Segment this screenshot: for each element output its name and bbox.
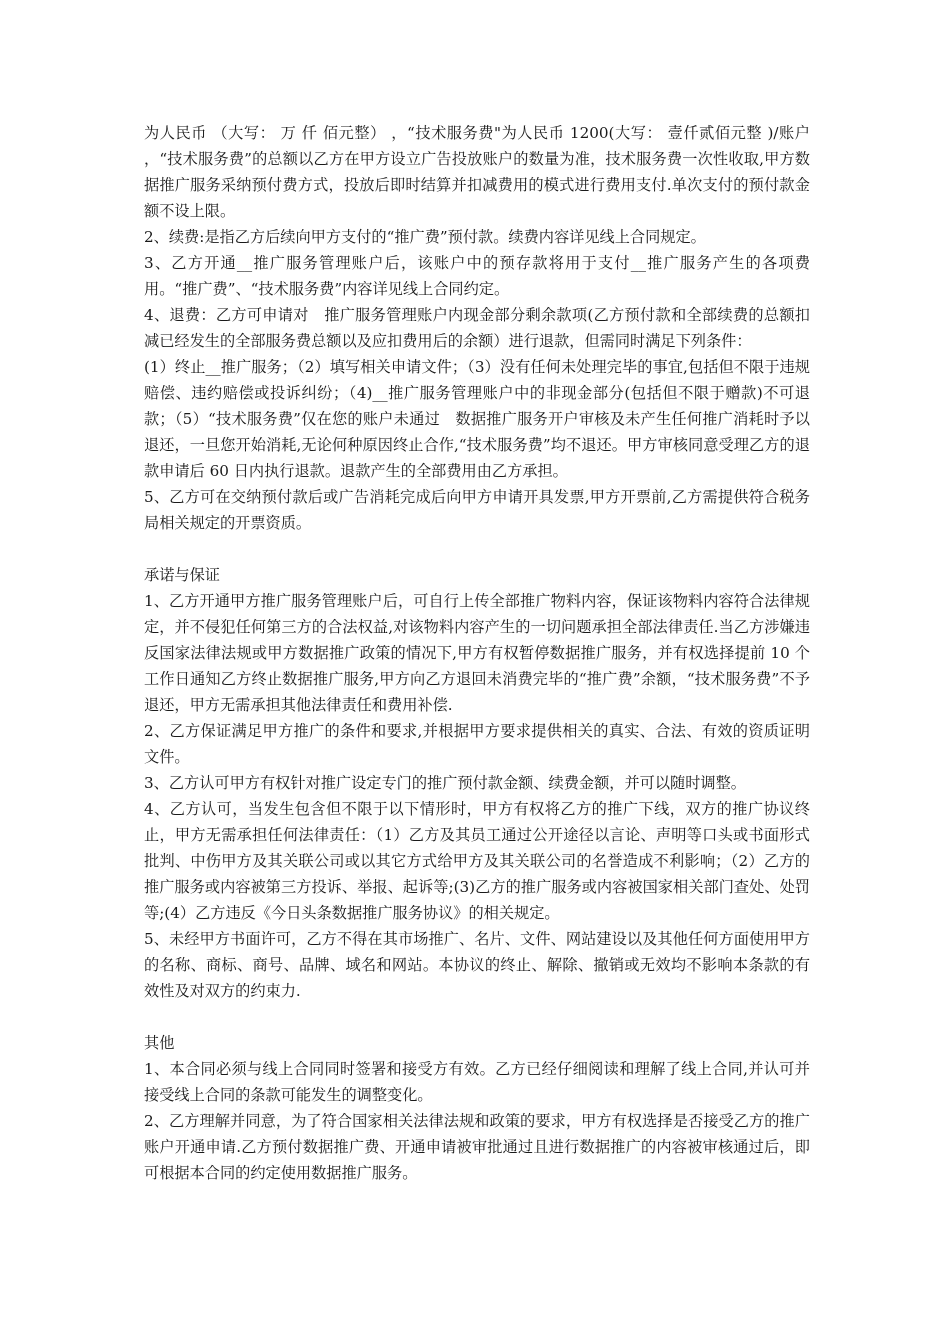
promise-paragraph-1: 1、乙方开通甲方推广服务管理账户后，可自行上传全部推广物料内容，保证该物料内容符合法律规定，并不侵犯任何第三方的合法权益,对该物料内容产生的一切问题承担全部法律责任.当乙方涉嫌违反国家法律法规或甲方数据推广政策的情况下,甲方有权暂停数据推广服务，并有权选择提前 10 个工作日通知乙方终止数据推广服务,甲方向乙方退回未消费完毕的“推广费”余额，“技术服务费”不予退还，甲方无需承担其他法律责任和费用补偿. xyxy=(144,592,810,714)
fees-paragraph-refund-conditions: (1）终止__推广服务；（2）填写相关申请文件；（3）没有任何未处理完毕的事宜,包括但不限于违规赔偿、违约赔偿或投诉纠纷；（4)__推广服务管理账户中的非现金部分(包括但不限于赠款)不可退款；（5）“技术服务费”仅在您的账户未通过 数据推广服务开户审核及未产生任何推广消耗时予以退还，一旦您开始消耗,无论何种原因终止合作,“技术服务费”均不退还。甲方审核同意受理乙方的退款申请后 60 日内执行退款。退款产生的全部费用由乙方承担。 xyxy=(144,358,810,480)
fees-paragraph-account: 3、乙方开通__推广服务管理账户后，该账户中的预存款将用于支付__推广服务产生的各项费用。“推广费”、“技术服务费”内容详见线上合同约定。 xyxy=(144,254,810,298)
promise-paragraph-5: 5、未经甲方书面许可，乙方不得在其市场推广、名片、文件、网站建设以及其他任何方面使用甲方的名称、商标、商号、品牌、域名和网站。本协议的终止、解除、撤销或无效均不影响本条款的有效性及对双方的约束力. xyxy=(144,930,810,1000)
fees-paragraph-refund: 4、退费：乙方可申请对 推广服务管理账户内现金部分剩余款项(乙方预付款和全部续费的总额扣减已经发生的全部服务费总额以及应扣费用后的余额）进行退款，但需同时满足下列条件： xyxy=(144,306,810,350)
fees-paragraph-renewal: 2、续费:是指乙方后续向甲方支付的“推广费”预付款。续费内容详见线上合同规定。 xyxy=(144,228,706,246)
promise-paragraph-2: 2、乙方保证满足甲方推广的条件和要求,并根据甲方要求提供相关的真实、合法、有效的资质证明文件。 xyxy=(144,722,810,766)
promise-paragraph-4: 4、乙方认可，当发生包含但不限于以下情形时，甲方有权将乙方的推广下线，双方的推广协议终止，甲方无需承担任何法律责任：（1）乙方及其员工通过公开途径以言论、声明等口头或书面形式批判、中伤甲方及其关联公司或以其它方式给甲方及其关联公司的名誉造成不利影响；（2）乙方的推广服务或内容被第三方投诉、举报、起诉等;(3)乙方的推广服务或内容被国家相关部门查处、处罚等;(4）乙方违反《今日头条数据推广服务协议》的相关规定。 xyxy=(144,800,810,922)
section-heading-other: 其他 xyxy=(144,1034,175,1052)
other-paragraph-1: 1、本合同必须与线上合同同时签署和接受方有效。乙方已经仔细阅读和理解了线上合同,并认可并接受线上合同的条款可能发生的调整变化。 xyxy=(144,1060,810,1104)
document-page xyxy=(144,120,810,1186)
section-spacer xyxy=(144,1004,810,1030)
section-spacer xyxy=(144,536,810,562)
fees-paragraph-invoice: 5、乙方可在交纳预付款后或广告消耗完成后向甲方申请开具发票,甲方开票前,乙方需提供符合税务局相关规定的开票资质。 xyxy=(144,488,810,532)
fees-paragraph-intro: 为人民币 （大写： 万 仟 佰元整） ，“技术服务费"为人民币 1200(大写： 壹仟贰佰元整 )/账户 ，“技术服务费”的总额以乙方在甲方设立广告投放账户的数量为准，技术服务费一次性收取,甲方数据推广服务采纳预付费方式，投放后即时结算并扣减费用的模式进行费用支付.单次支付的预付款金额不设上限。 xyxy=(144,124,810,220)
other-paragraph-2: 2、乙方理解并同意，为了符合国家相关法律法规和政策的要求，甲方有权选择是否接受乙方的推广账户开通申请.乙方预付数据推广费、开通申请被审批通过且进行数据推广的内容被审核通过后，即可根据本合同的约定使用数据推广服务。 xyxy=(144,1112,810,1182)
section-heading-promise: 承诺与保证 xyxy=(144,566,220,584)
promise-paragraph-3: 3、乙方认可甲方有权针对推广设定专门的推广预付款金额、续费金额，并可以随时调整。 xyxy=(144,774,746,792)
